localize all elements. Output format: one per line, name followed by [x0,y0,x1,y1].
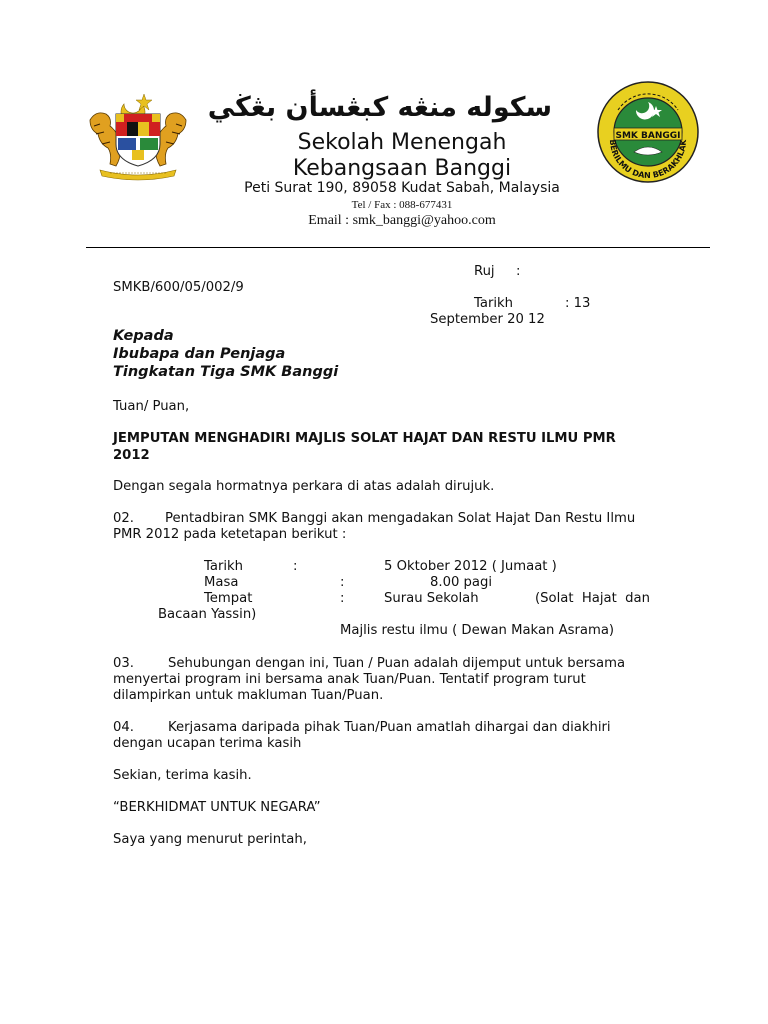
paragraph-03-line-3: dilampirkan untuk makluman Tuan/Puan. [113,688,384,703]
paragraph-03-number: 03. [113,656,134,671]
ruj-colon: : [516,264,521,279]
reference-number: SMKB/600/05/002/9 [113,280,244,295]
paragraph-02-number: 02. [113,511,134,526]
subject-line-1: JEMPUTAN MENGHADIRI MAJLIS SOLAT HAJAT DAN RESTU ILMU PMR [113,431,616,446]
school-name-line-1: Sekolah Menengah [297,130,507,155]
badge-name: SMK BANGGI [615,131,681,141]
recipient-line-1: Kepada [113,328,174,344]
motto: “BERKHIDMAT UNTUK NEGARA” [113,800,321,815]
paragraph-02-line-2: PMR 2012 pada ketetapan berikut : [113,527,347,542]
subject-line-2: 2012 [113,447,150,463]
subject-heading [113,431,656,464]
detail-tarikh-label: Tarikh [204,559,244,574]
tarikh-continued: September 20 12 [430,312,545,327]
recipient-line-2: Ibubapa dan Penjaga [113,346,286,362]
recipient-line-3: Tingkatan Tiga SMK Banggi [113,364,339,380]
detail-tempat-colon: : [340,591,345,606]
coat-of-arms-logo [86,90,190,182]
detail-tempat-wrap: Bacaan Yassin) [158,607,257,622]
intro-paragraph: Dengan segala hormatnya perkara di atas adalah dirujuk. [113,479,495,494]
signoff: Saya yang menurut perintah, [113,832,307,847]
detail-tempat-value-2: (Solat Hajat dan [535,591,650,606]
paragraph-02-line-1: Pentadbiran SMK Banggi akan mengadakan Solat Hajat Dan Restu Ilmu [165,511,636,526]
school-name [232,130,572,182]
detail-tempat-label: Tempat [204,591,253,606]
recipient-block [113,327,338,381]
paragraph-03-line-2: menyertai program ini bersama anak Tuan/Puan. Tentatif program turut [113,672,586,687]
paragraph-04-line-1: Kerjasama daripada pihak Tuan/Puan amatlah dihargai dan diakhiri [168,720,611,735]
paragraph-04-line-2: dengan ucapan terima kasih [113,736,302,751]
detail-masa-value: 8.00 pagi [430,575,493,590]
detail-tempat-value-1: Surau Sekolah [384,591,479,606]
header-divider [86,247,710,248]
paragraph-04-number: 04. [113,720,134,735]
detail-majlis: Majlis restu ilmu ( Dewan Makan Asrama) [340,623,615,638]
detail-tarikh-value: 5 Oktober 2012 ( Jumaat ) [384,559,557,574]
salutation: Tuan/ Puan, [113,399,190,414]
school-badge-logo [596,80,700,184]
ruj-label: Ruj [474,264,495,279]
closing: Sekian, terima kasih. [113,768,252,783]
detail-tarikh-colon: : [293,559,298,574]
paragraph-03-line-1: Sehubungan dengan ini, Tuan / Puan adalah dijemput untuk bersama [168,656,626,671]
detail-masa-colon: : [340,575,345,590]
school-name-jawi: سكوله منڠه كبڠسأن بڠڬي [207,92,552,123]
badge-motto: BERILMU DAN BERAKHLAK [607,139,689,181]
detail-masa-label: Masa [204,575,239,590]
tel-fax: Tel / Fax : 088-677431 [351,199,453,211]
school-name-line-2: Kebangsaan Banggi [292,156,512,181]
tarikh-value: : 13 [565,296,591,311]
school-address: Peti Surat 190, 89058 Kudat Sabah, Malaysia [244,180,560,196]
tarikh-label: Tarikh [474,296,514,311]
email-address: Email : smk_banggi@yahoo.com [308,213,496,228]
